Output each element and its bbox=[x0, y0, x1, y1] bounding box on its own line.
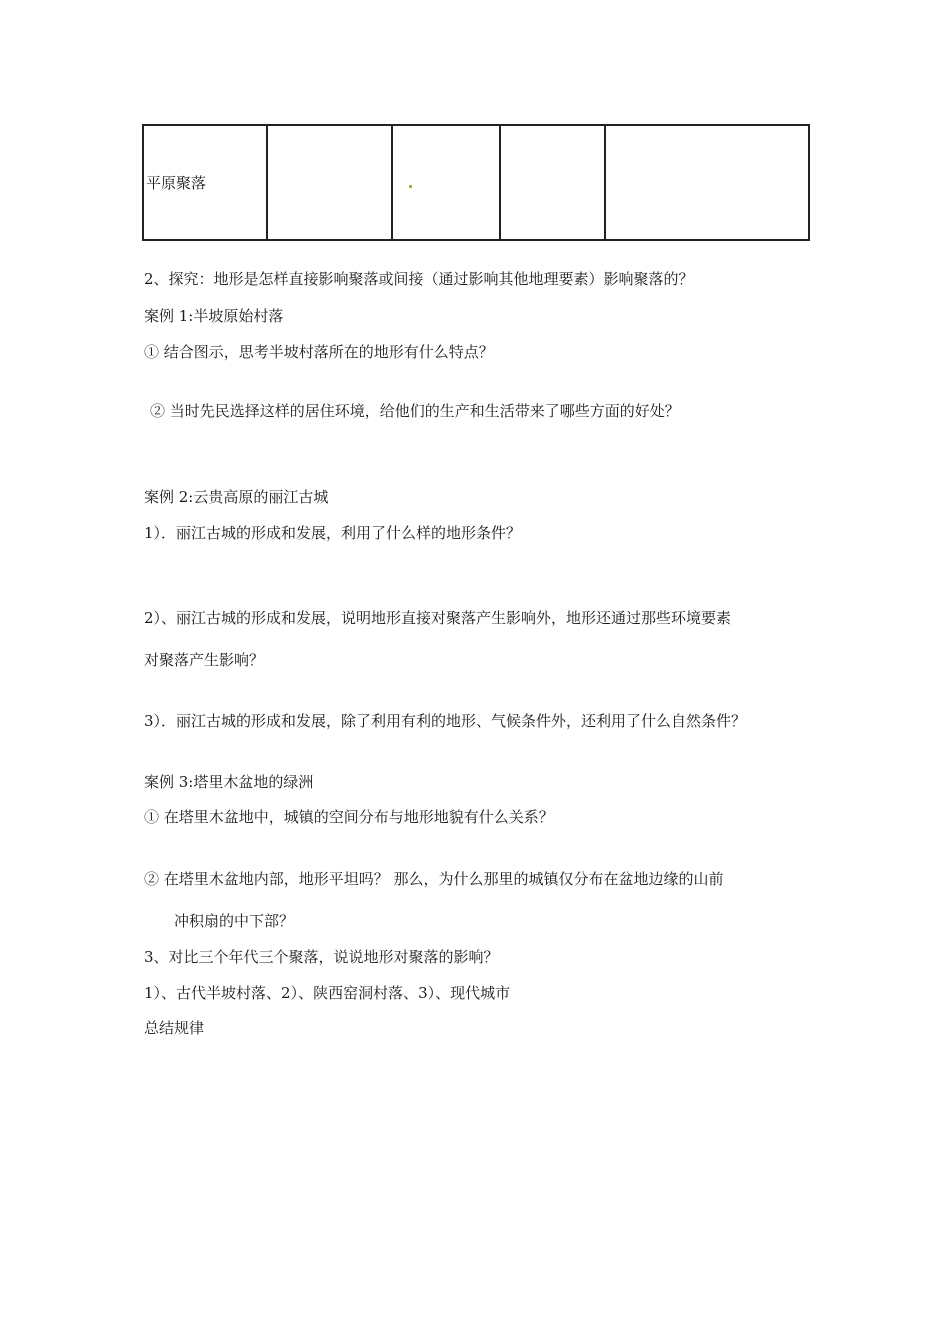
dot-mark bbox=[409, 185, 412, 188]
table-row bbox=[143, 125, 809, 240]
table-cell bbox=[500, 125, 605, 240]
case-2-question-3: 3）．丽江古城的形成和发展，除了利用有利的地形、气候条件外，还利用了什么自然条件？ bbox=[144, 712, 747, 730]
table-cell bbox=[267, 125, 392, 240]
case-2-question-2-line-2: 对聚落产生影响？ bbox=[144, 651, 265, 669]
table-cell bbox=[605, 125, 809, 240]
case-1-question-2: ② 当时先民选择这样的居住环境，给他们的生产和生活带来了哪些方面的好处？ bbox=[150, 402, 680, 420]
case-3-question-1: ① 在塔里木盆地中，城镇的空间分布与地形地貌有什么关系？ bbox=[144, 808, 554, 826]
question-3-items: 1）、古代半坡村落、2）、陕西窑洞村落、3）、现代城市 bbox=[144, 984, 511, 1002]
question-3: 3、对比三个年代三个聚落，说说地形对聚落的影响？ bbox=[144, 948, 499, 966]
case-2-question-2-line-1: 2）、丽江古城的形成和发展，说明地形直接对聚落产生影响外，地形还通过那些环境要素 bbox=[144, 609, 732, 627]
table-cell-label bbox=[143, 125, 267, 240]
table-cell bbox=[392, 125, 500, 240]
case-3-question-2-line-2: 冲积扇的中下部？ bbox=[174, 912, 295, 930]
case-2-question-1: 1）．丽江古城的形成和发展，利用了什么样的地形条件？ bbox=[144, 524, 522, 542]
case-2-title: 案例 2:云贵高原的丽江古城 bbox=[144, 488, 329, 506]
case-1-title: 案例 1:半坡原始村落 bbox=[144, 307, 284, 325]
case-3-question-2-line-1: ② 在塔里木盆地内部，地形平坦吗？ 那么，为什么那里的城镇仅分布在盆地边缘的山前 bbox=[144, 870, 724, 888]
row-label: 平原聚落 bbox=[146, 174, 207, 192]
question-2: 2、探究：地形是怎样直接影响聚落或间接（通过影响其他地理要素）影响聚落的？ bbox=[144, 270, 694, 288]
case-1-question-1: ① 结合图示，思考半坡村落所在的地形有什么特点？ bbox=[144, 343, 494, 361]
case-3-title: 案例 3:塔里木盆地的绿洲 bbox=[144, 773, 314, 791]
settlement-table bbox=[142, 124, 810, 241]
summary-label: 总结规律 bbox=[144, 1019, 205, 1037]
